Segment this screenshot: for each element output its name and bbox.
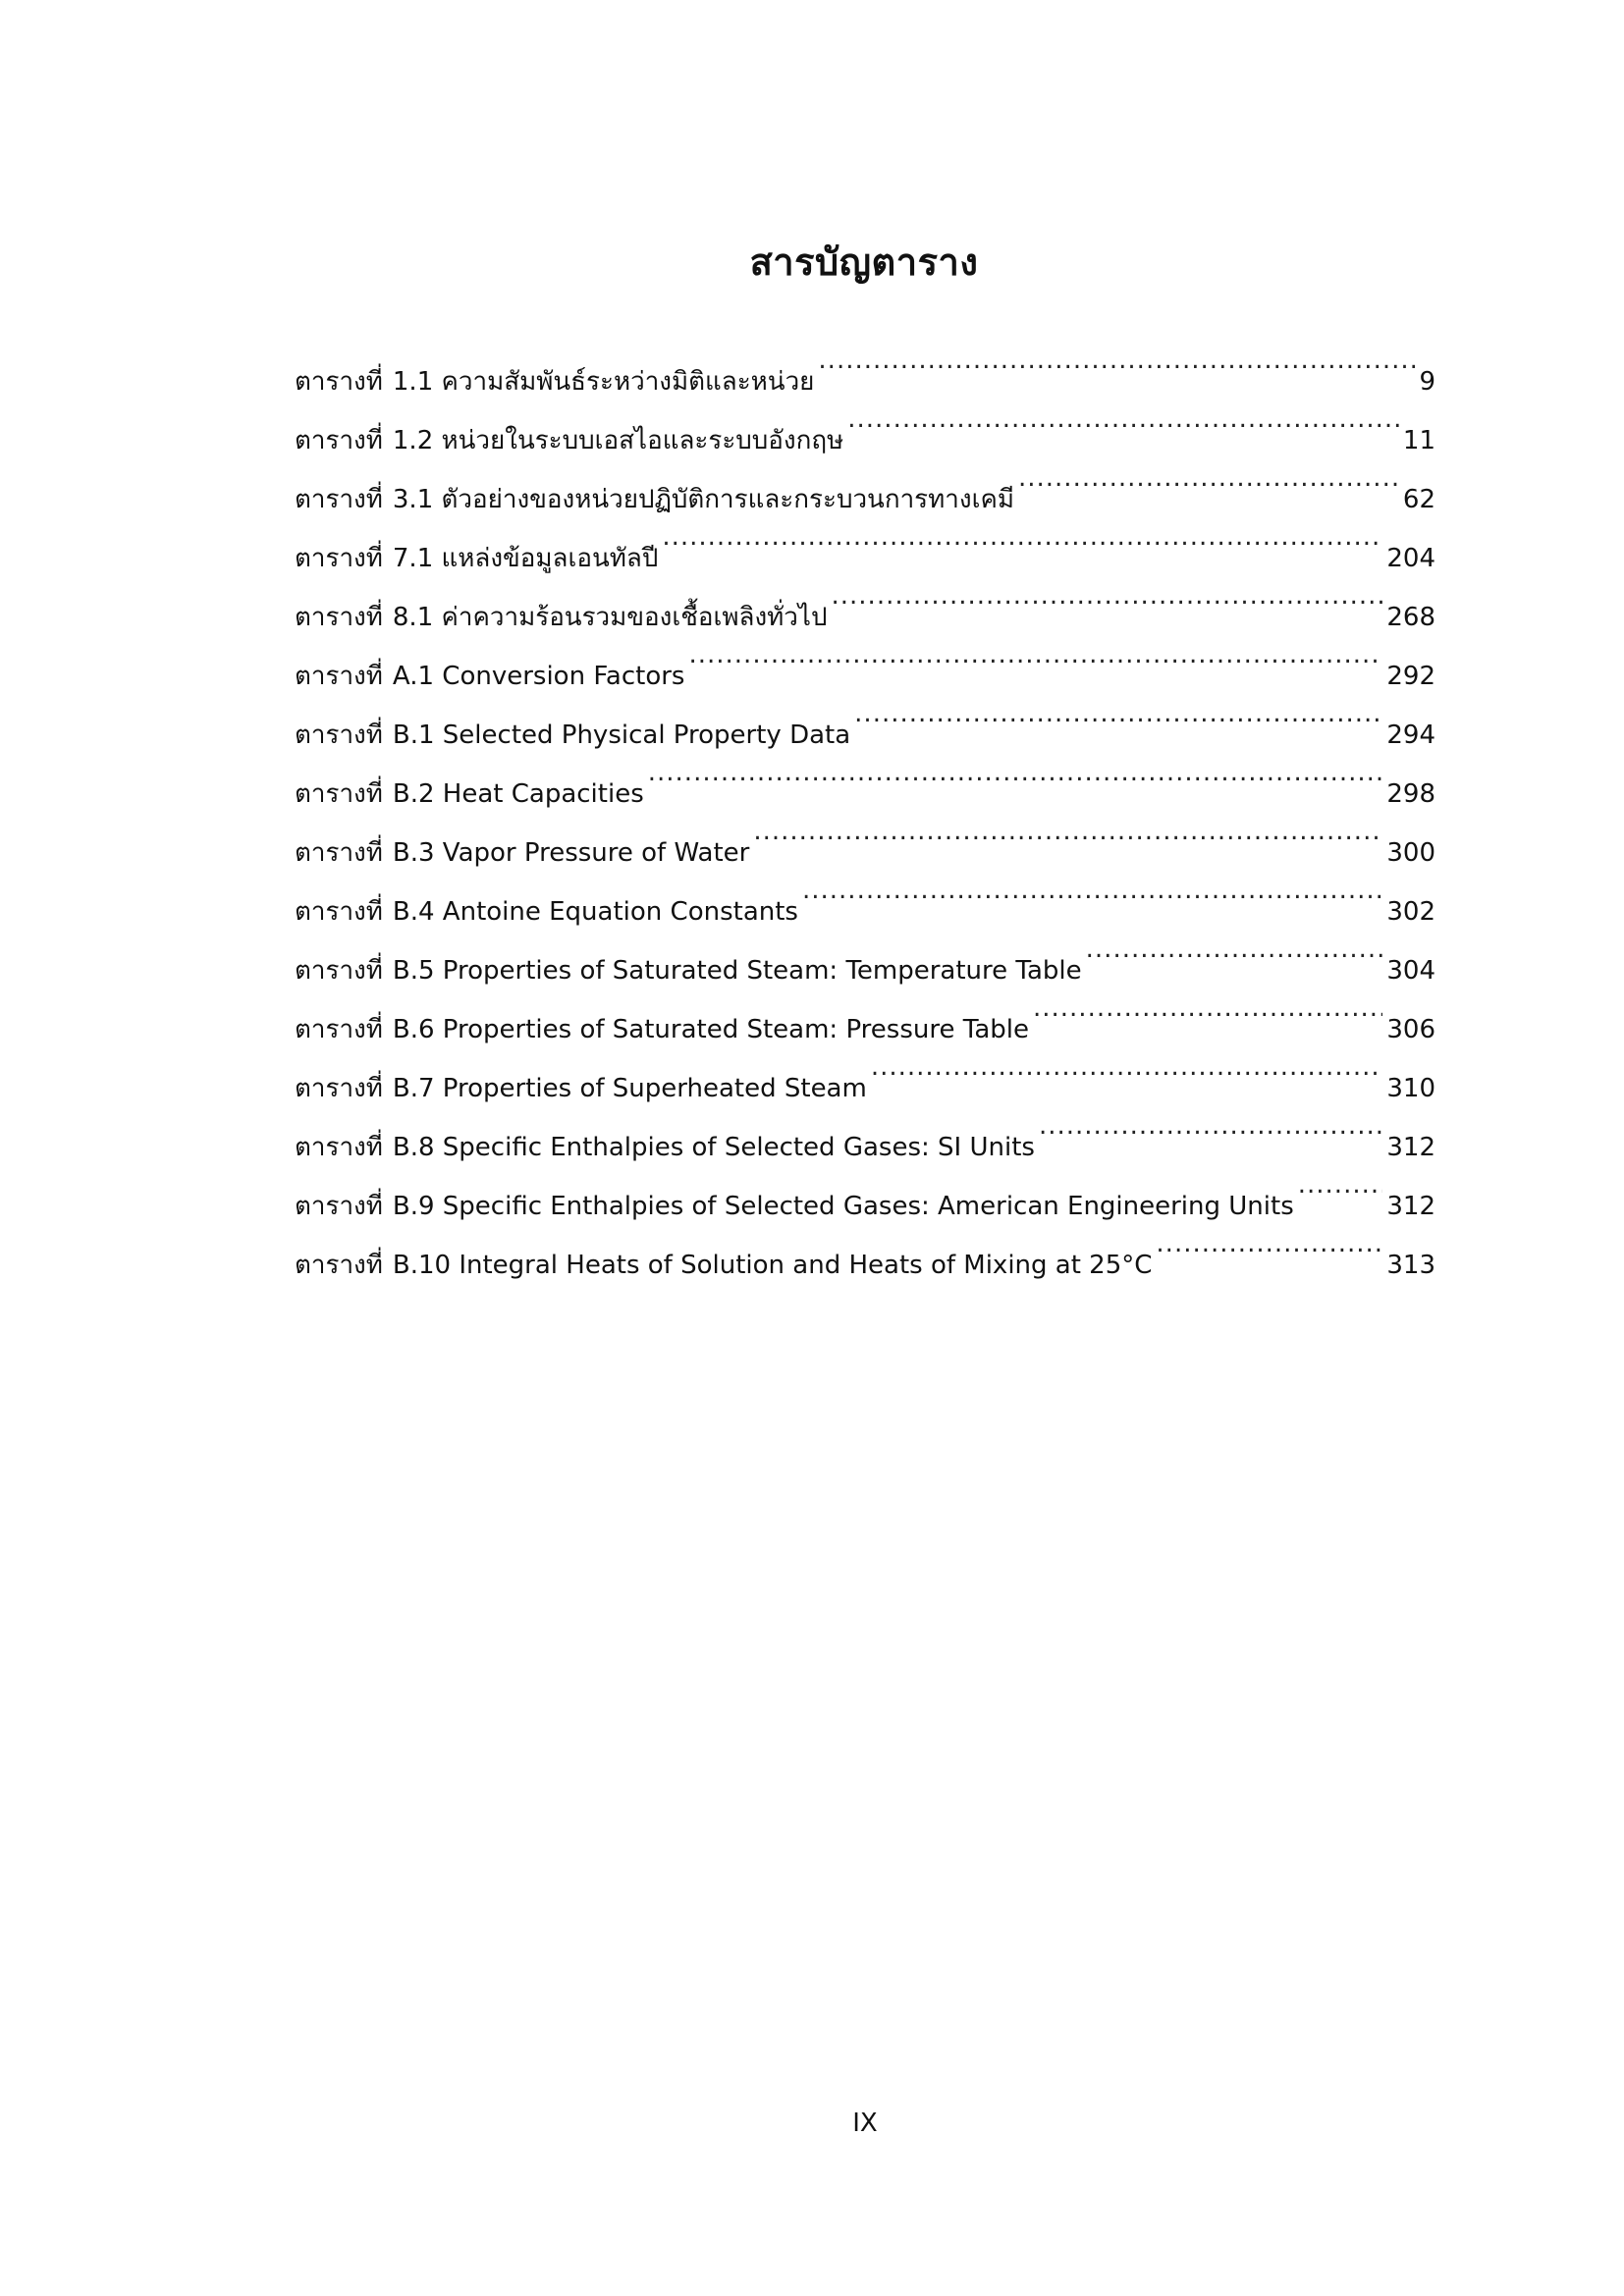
toc-entry-label (295, 647, 684, 706)
toc-entry-title: B.2 Heat Capacities (392, 779, 644, 809)
toc-entry-prefix: ตารางที่ (295, 1251, 383, 1280)
toc-entry-prefix: ตารางที่ (295, 1015, 383, 1044)
dot-leader (1298, 1155, 1383, 1214)
table-of-contents (295, 331, 1435, 1280)
toc-entry-label (295, 1236, 1152, 1295)
toc-entry-prefix: ตารางที่ (295, 603, 383, 632)
toc-entry-prefix: ตารางที่ (295, 956, 383, 986)
toc-entry-page: 300 (1386, 838, 1435, 868)
toc-entry-page: 292 (1386, 662, 1435, 691)
dot-leader (1156, 1214, 1382, 1273)
page-title: สารบัญตาราง (749, 240, 979, 285)
toc-entry-title: 8.1 ค่าความร้อนรวมของเชื้อเพลิงทั่วไป (392, 603, 828, 632)
toc-entry-prefix: ตารางที่ (295, 1192, 383, 1221)
dot-leader (1039, 1096, 1382, 1155)
toc-entry-prefix: ตารางที่ (295, 367, 383, 397)
toc-entry-page: 310 (1386, 1074, 1435, 1103)
toc-entry-page: 294 (1386, 721, 1435, 750)
toc-entry-title: 1.2 หน่วยในระบบเอสไอและระบบอังกฤษ (392, 426, 844, 455)
toc-entry-title: B.10 Integral Heats of Solution and Heats of Mixing at 25°C (392, 1251, 1153, 1280)
toc-entry-prefix: ตารางที่ (295, 662, 383, 691)
toc-entry-title: 3.1 ตัวอย่างของหน่วยปฏิบัติการและกระบวนการทางเคมี (392, 485, 1014, 514)
toc-entry-prefix: ตารางที่ (295, 426, 383, 455)
toc-entry-page: 304 (1386, 956, 1435, 986)
toc-entry-label (295, 411, 843, 470)
toc-entry-page: 312 (1386, 1133, 1435, 1162)
toc-entry-title: B.5 Properties of Saturated Steam: Temperature Table (392, 956, 1082, 986)
toc-entry-prefix: ตารางที่ (295, 721, 383, 750)
toc-entry-prefix: ตารางที่ (295, 897, 383, 927)
toc-entry-page: 306 (1386, 1015, 1435, 1044)
toc-entry-label (295, 529, 658, 588)
toc-entry-page: 9 (1419, 367, 1435, 397)
dot-leader (688, 625, 1382, 684)
toc-entry-label (295, 1059, 867, 1118)
toc-entry-title: B.9 Specific Enthalpies of Selected Gases: American Engineering Units (392, 1192, 1294, 1221)
toc-entry-title: B.4 Antoine Equation Constants (392, 897, 798, 927)
toc-entry-page: 313 (1386, 1251, 1435, 1280)
toc-entry-title: B.3 Vapor Pressure of Water (392, 838, 750, 868)
toc-entry-page: 11 (1402, 426, 1435, 455)
dot-leader (802, 861, 1382, 920)
dot-leader (1086, 920, 1383, 979)
toc-entry-prefix: ตารางที่ (295, 779, 383, 809)
toc-entry-label (295, 824, 749, 882)
toc-entry-title: 1.1 ความสัมพันธ์ระหว่างมิติและหน่วย (392, 367, 815, 397)
toc-entry-page: 268 (1386, 603, 1435, 632)
dot-leader (1033, 979, 1382, 1038)
toc-entry-title: B.8 Specific Enthalpies of Selected Gases: SI Units (392, 1133, 1035, 1162)
toc-entry-prefix: ตารางที่ (295, 485, 383, 514)
toc-entry-page: 298 (1386, 779, 1435, 809)
toc-entry-page: 312 (1386, 1192, 1435, 1221)
dot-leader (832, 566, 1383, 625)
toc-entry-label (295, 352, 814, 411)
toc-entry-prefix: ตารางที่ (295, 544, 383, 573)
dot-leader (847, 390, 1399, 449)
toc-entry-prefix: ตารางที่ (295, 838, 383, 868)
dot-leader (854, 684, 1382, 743)
toc-entry-label (295, 1118, 1035, 1177)
dot-leader (648, 743, 1383, 802)
toc-entry-title: A.1 Conversion Factors (392, 662, 685, 691)
toc-entry-title: B.1 Selected Physical Property Data (392, 721, 851, 750)
dot-leader (1018, 449, 1399, 507)
dot-leader (753, 802, 1382, 861)
toc-entry[interactable] (295, 331, 1435, 397)
toc-entry-label (295, 941, 1082, 1000)
toc-entry-page: 204 (1386, 544, 1435, 573)
toc-entry-prefix: ตารางที่ (295, 1133, 383, 1162)
toc-entry-title: 7.1 แหล่งข้อมูลเอนทัลปี (392, 544, 659, 573)
toc-entry-page: 62 (1402, 485, 1435, 514)
toc-entry-label (295, 1177, 1294, 1236)
dot-leader (662, 507, 1382, 566)
toc-entry-prefix: ตารางที่ (295, 1074, 383, 1103)
toc-entry-label (295, 882, 798, 941)
page-number: IX (852, 2109, 878, 2138)
toc-entry-label (295, 765, 644, 824)
toc-entry-page: 302 (1386, 897, 1435, 927)
dot-leader (871, 1038, 1383, 1096)
dot-leader (818, 331, 1415, 390)
toc-entry-title: B.6 Properties of Saturated Steam: Pressure Table (392, 1015, 1029, 1044)
toc-entry-title: B.7 Properties of Superheated Steam (392, 1074, 867, 1103)
